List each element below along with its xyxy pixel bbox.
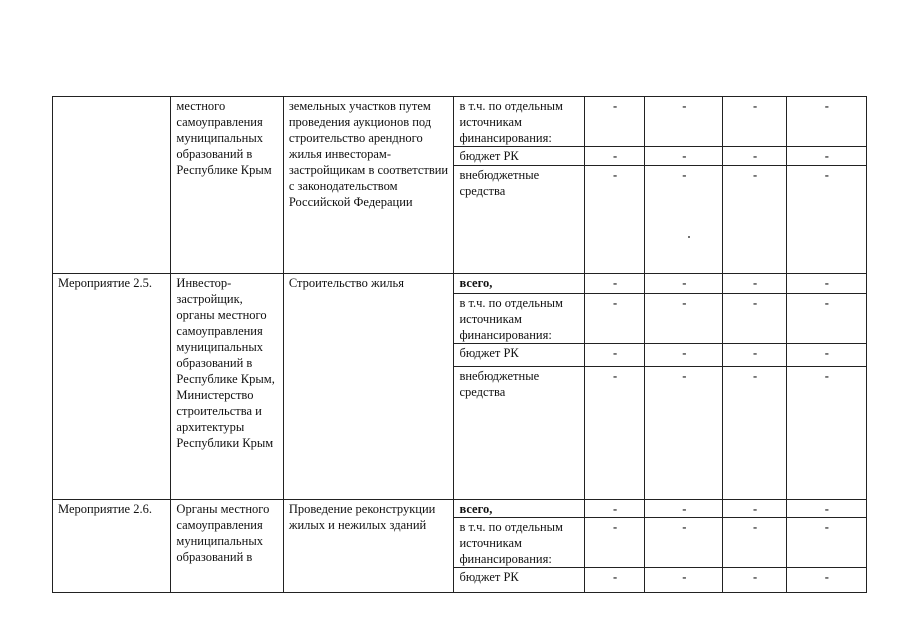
value-cell: - bbox=[786, 147, 866, 166]
funding-source-label: внебюджетные средства bbox=[454, 367, 584, 500]
value-cell: - bbox=[723, 147, 786, 166]
table-row bbox=[53, 274, 867, 294]
funding-source-label: в т.ч. по отдельным источникам финансирования: bbox=[454, 518, 584, 568]
value-cell: - bbox=[584, 367, 644, 500]
value-cell: - bbox=[723, 97, 786, 147]
value-cell: - bbox=[786, 344, 866, 367]
value-cell: - bbox=[645, 274, 723, 294]
description-cell: Строительство жилья bbox=[283, 274, 454, 500]
funding-source-label: всего, bbox=[454, 274, 584, 294]
value-cell: - bbox=[786, 97, 866, 147]
value-cell: - bbox=[786, 274, 866, 294]
value-cell: - bbox=[723, 344, 786, 367]
value-cell: - bbox=[584, 518, 644, 568]
description-cell: Проведение реконструкции жилых и нежилых зданий bbox=[283, 500, 454, 593]
value-cell: - bbox=[584, 568, 644, 593]
measure-cell: Мероприятие 2.6. bbox=[53, 500, 171, 593]
value-cell: - bbox=[584, 97, 644, 147]
value-cell: - bbox=[584, 344, 644, 367]
value-cell: - bbox=[723, 568, 786, 593]
funding-source-label: бюджет РК bbox=[454, 344, 584, 367]
funding-source-label: бюджет РК bbox=[454, 568, 584, 593]
value-cell: - bbox=[584, 500, 644, 518]
value-cell: - bbox=[645, 97, 723, 147]
value-cell: - bbox=[584, 166, 644, 274]
program-measures-table bbox=[52, 96, 867, 593]
value-cell: - bbox=[645, 518, 723, 568]
executor-cell: Инвестор-застройщик, органы местного самоуправления муниципальных образований в Республике Крым, Министерство строительства и архитектуры Республики Крым bbox=[171, 274, 283, 500]
description-cell: земельных участков путем проведения аукционов под строительство арендного жилья инвесторам-застройщикам в соответствии с законодательством Российской Федерации bbox=[283, 97, 454, 274]
measure-cell: Мероприятие 2.5. bbox=[53, 274, 171, 500]
value-cell: - bbox=[584, 147, 644, 166]
value-cell: - bbox=[723, 166, 786, 274]
value-cell: - bbox=[786, 166, 866, 274]
value-cell: - bbox=[786, 294, 866, 344]
funding-source-label: внебюджетные средства bbox=[454, 166, 584, 274]
value-cell: - bbox=[645, 147, 723, 166]
value-cell: - bbox=[786, 568, 866, 593]
value-cell: - bbox=[645, 166, 723, 274]
table-row bbox=[53, 97, 867, 147]
value-cell: - bbox=[723, 367, 786, 500]
executor-cell: местного самоуправления муниципальных образований в Республике Крым bbox=[171, 97, 283, 274]
funding-source-label: в т.ч. по отдельным источникам финансирования: bbox=[454, 97, 584, 147]
value-cell: - bbox=[723, 294, 786, 344]
measure-cell bbox=[53, 97, 171, 274]
value-cell: - bbox=[723, 518, 786, 568]
value-cell: - bbox=[786, 518, 866, 568]
value-cell: - bbox=[723, 500, 786, 518]
scan-speck bbox=[688, 236, 690, 238]
value-cell: - bbox=[786, 367, 866, 500]
value-cell: - bbox=[645, 367, 723, 500]
funding-source-label: в т.ч. по отдельным источникам финансирования: bbox=[454, 294, 584, 344]
funding-source-label: бюджет РК bbox=[454, 147, 584, 166]
funding-source-label: всего, bbox=[454, 500, 584, 518]
value-cell: - bbox=[645, 344, 723, 367]
value-cell: - bbox=[584, 294, 644, 344]
value-cell: - bbox=[645, 500, 723, 518]
value-cell: - bbox=[645, 294, 723, 344]
executor-cell: Органы местного самоуправления муниципальных образований в bbox=[171, 500, 283, 593]
value-cell: - bbox=[786, 500, 866, 518]
value-cell: - bbox=[723, 274, 786, 294]
table-row bbox=[53, 500, 867, 518]
value-cell: - bbox=[645, 568, 723, 593]
value-cell: - bbox=[584, 274, 644, 294]
